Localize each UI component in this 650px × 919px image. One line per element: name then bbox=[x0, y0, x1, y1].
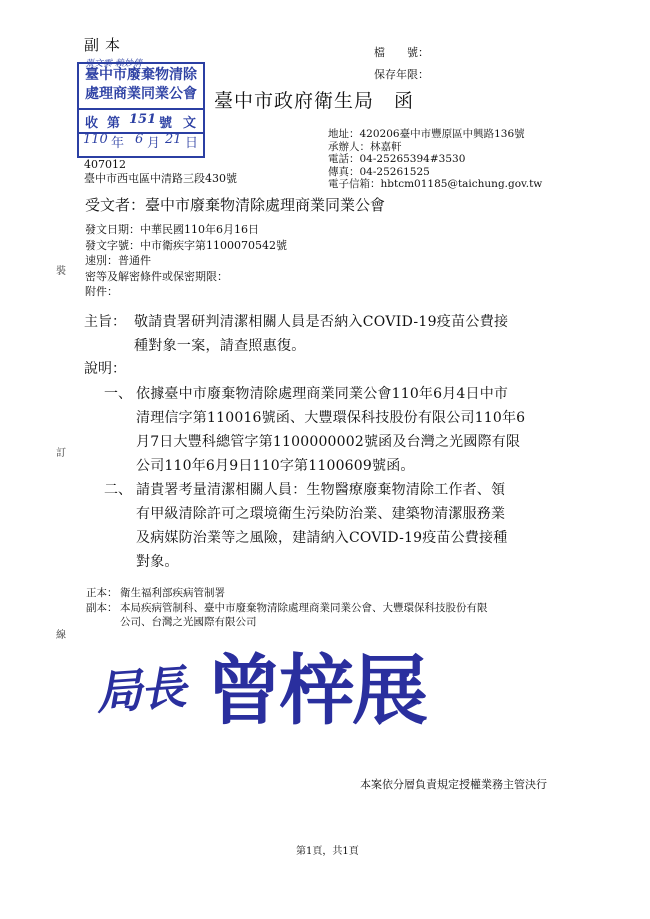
explanation-label: 說明： bbox=[84, 361, 126, 377]
stamp-organization bbox=[79, 66, 203, 104]
attachment: 附件： bbox=[85, 285, 118, 298]
contact-address: 地址：420206臺中市豐原區中興路136號 bbox=[328, 128, 525, 140]
recipient-address-block bbox=[84, 158, 237, 186]
document-info bbox=[85, 222, 287, 300]
item-number: 二、 bbox=[104, 482, 132, 498]
original-label: 正本： bbox=[86, 587, 118, 599]
item-line: 公司110年6月9日110字第1100609號函。 bbox=[136, 458, 415, 474]
item-line: 及病媒防治業等之風險，建請納入COVID-19疫苗公費接種 bbox=[136, 530, 508, 546]
stamp-signature: 張文雲 賴妙倩 bbox=[85, 59, 142, 69]
item-line: 對象。 bbox=[136, 554, 179, 570]
copy-line: 本局疾病管制科、臺中市廢棄物清除處理商業同業公會、大豐環保科技股份有限 bbox=[120, 602, 488, 614]
copy-recipients bbox=[120, 601, 580, 629]
item-line: 有甲級清除許可之環境衛生污染防治業、建築物清潔服務業 bbox=[136, 506, 506, 522]
copy-label: 副本 bbox=[84, 36, 127, 54]
subject-label: 主旨： bbox=[84, 314, 126, 330]
stamp-number-value: 151 bbox=[129, 112, 157, 127]
retention-period-label: 保存年限： bbox=[374, 68, 429, 81]
contact-fax: 傳真：04-25261525 bbox=[328, 165, 430, 178]
stamp-date-month: 6 bbox=[135, 132, 144, 147]
original-recipient: 衛生福利部疾病管制署 bbox=[120, 587, 225, 599]
stamp-date-year-label: 年 bbox=[111, 136, 125, 151]
contact-phone: 電話：04-25265394#3530 bbox=[328, 153, 466, 165]
stamp-date-day-label: 日 bbox=[185, 136, 199, 151]
item-line: 清理信字第110016號函、大豐環保科技股份有限公司110年6 bbox=[136, 410, 526, 426]
doc-number: 發文字號：中市衛疾字第1100070542號 bbox=[85, 238, 287, 252]
item-line: 請貴署考量清潔相關人員：生物醫療廢棄物清除工作者、領 bbox=[136, 482, 506, 498]
subject-line: 種對象一案，請查照惠復。 bbox=[134, 338, 306, 354]
subject-text bbox=[134, 310, 574, 358]
page-number: 第1頁，共1頁 bbox=[296, 846, 359, 857]
item-line: 依據臺中市廢棄物清除處理商業同業公會110年6月4日中市 bbox=[136, 386, 509, 402]
stamp-org-line1: 臺中市廢棄物清除 bbox=[85, 67, 197, 83]
stamp-date-month-label: 月 bbox=[147, 136, 161, 151]
stamp-recv-label: 收 bbox=[85, 116, 99, 131]
stamp-date-day: 21 bbox=[165, 132, 182, 147]
copy-to-label: 副本： bbox=[86, 602, 118, 614]
recipient-zip: 407012 bbox=[84, 158, 126, 171]
secrecy: 密等及解密條件或保密期限： bbox=[85, 269, 228, 283]
line-mark: 線 bbox=[56, 630, 66, 641]
stamp-number-label: 第 bbox=[107, 116, 121, 131]
contact-email: 電子信箱：hbtcm01185@taichung.gov.tw bbox=[328, 178, 543, 190]
issue-date: 發文日期：中華民國110年6月16日 bbox=[85, 223, 259, 236]
stamp-number-suffix: 號 bbox=[159, 116, 173, 131]
contact-officer: 承辦人：林嘉軒 bbox=[328, 140, 402, 153]
receipt-stamp bbox=[77, 59, 205, 158]
speed: 速別：普通件 bbox=[85, 254, 151, 267]
director-title: 局長 bbox=[94, 659, 186, 720]
item-text bbox=[136, 382, 582, 478]
recipient-address: 臺中市西屯區中清路三段430號 bbox=[84, 172, 237, 185]
delegation-note: 本案依分層負責規定授權業務主管決行 bbox=[360, 778, 547, 791]
subject-line: 敬請貴署研判清潔相關人員是否納入COVID-19疫苗公費接 bbox=[134, 314, 509, 330]
stamp-date-year: 110 bbox=[83, 132, 108, 147]
director-name: 曾梓展 bbox=[206, 646, 425, 735]
contact-block bbox=[328, 128, 542, 191]
stamp-receipt-row bbox=[79, 108, 203, 134]
stamp-org-line2: 處理商業同業公會 bbox=[85, 86, 197, 102]
copy-line: 公司、台灣之光國際有限公司 bbox=[120, 616, 257, 628]
recipient: 受文者：臺中市廢棄物清除處理商業同業公會 bbox=[85, 196, 386, 214]
binding-mark: 裝 bbox=[56, 266, 66, 277]
stamp-doc-label: 文 bbox=[183, 116, 197, 131]
file-number-label: 檔 號： bbox=[374, 46, 429, 59]
item-text bbox=[136, 478, 582, 574]
item-number: 一、 bbox=[104, 386, 132, 402]
staple-mark: 訂 bbox=[56, 448, 66, 459]
agency-title: 臺中市政府衛生局 函 bbox=[214, 90, 415, 112]
item-line: 月7日大豐科總管字第1100000002號函及台灣之光國際有限 bbox=[136, 434, 521, 450]
